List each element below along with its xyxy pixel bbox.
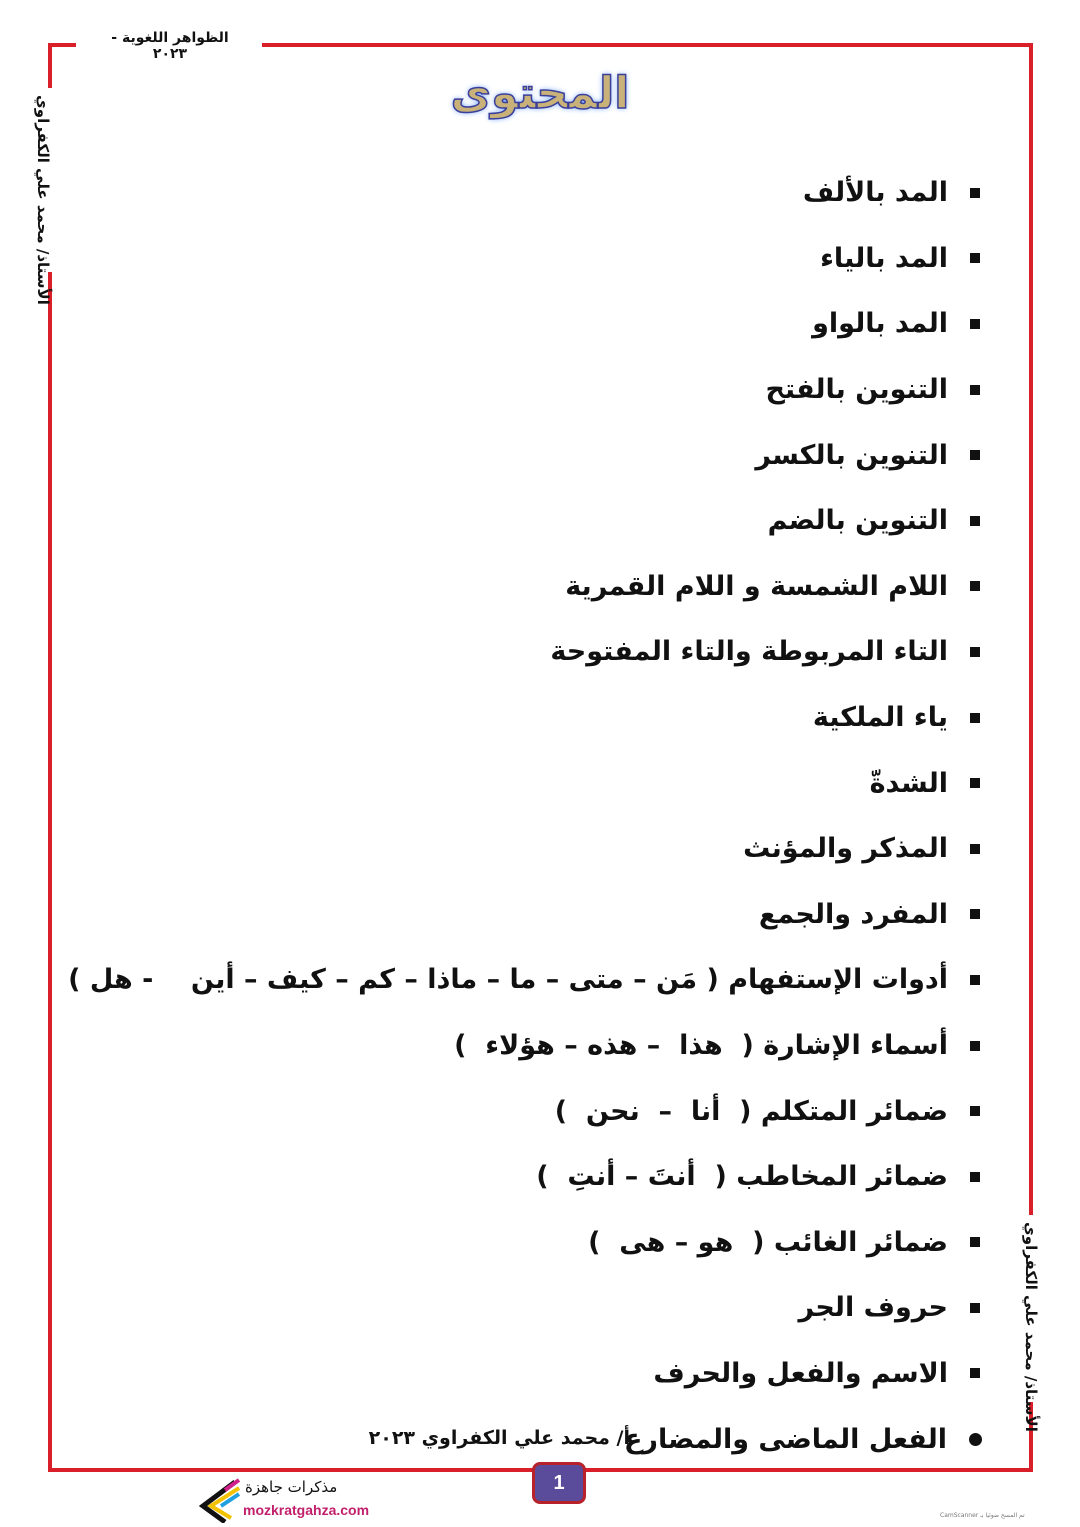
- square-bullet-icon: [970, 713, 980, 723]
- list-item: [68, 685, 980, 751]
- list-item-label: التنوين بالضم: [767, 505, 948, 537]
- square-bullet-icon: [970, 1041, 980, 1051]
- list-item: [68, 1144, 980, 1210]
- logo-url: mozkratgahza.com: [243, 1502, 370, 1518]
- list-item: [68, 160, 980, 226]
- square-bullet-icon: [970, 844, 980, 854]
- list-item: [68, 226, 980, 292]
- list-item: [68, 422, 980, 488]
- side-label-right: الأستاذ/ محمد علي الكفراوي: [1022, 1222, 1040, 1432]
- list-item-label: الشدةّ: [869, 767, 948, 799]
- footer-author: أ/ محمد علي الكفراوي ٢٠٢٣: [368, 1427, 630, 1449]
- list-item-label: الاسم والفعل والحرف: [653, 1357, 948, 1389]
- page-number-badge: 1: [532, 1462, 586, 1504]
- list-item-label: التنوين بالفتح: [765, 374, 948, 406]
- list-item: [68, 816, 980, 882]
- scanner-watermark: CamScanner تم المسح ضوئيا بـ: [940, 1512, 1025, 1519]
- list-item-label: حروف الجر: [798, 1292, 948, 1324]
- list-item: [68, 619, 980, 685]
- border-right-top: [1029, 43, 1033, 1215]
- list-item: [68, 947, 980, 1013]
- logo-arabic-text: مذكرات جاهزة: [245, 1478, 338, 1496]
- list-item-label: الفعل الماضى والمضارع: [623, 1423, 947, 1455]
- square-bullet-icon: [970, 581, 980, 591]
- site-logo: [195, 1478, 385, 1523]
- list-item-label: المفرد والجمع: [758, 898, 948, 930]
- list-item: [68, 1341, 980, 1407]
- list-item: [68, 882, 980, 948]
- square-bullet-icon: [970, 778, 980, 788]
- square-bullet-icon: [970, 188, 980, 198]
- list-item: [68, 1078, 980, 1144]
- border-top-right: [262, 43, 1033, 47]
- list-item-label: اللام الشمسة و اللام القمرية: [565, 570, 948, 602]
- square-bullet-icon: [970, 1237, 980, 1247]
- square-bullet-icon: [970, 450, 980, 460]
- list-item-label: ياء الملكية: [812, 702, 948, 734]
- list-item: [68, 554, 980, 620]
- list-item-label: المد بالواو: [812, 308, 948, 340]
- square-bullet-icon: [970, 909, 980, 919]
- square-bullet-icon: [970, 319, 980, 329]
- side-label-left: الأستاذ/ محمد علي الكفراوي: [34, 95, 52, 305]
- list-item-label: ضمائر المخاطب ( أنتَ – أنتِ ): [536, 1161, 948, 1193]
- square-bullet-icon: [970, 1368, 980, 1378]
- list-item-label: ضمائر الغائب ( هو – هى ): [588, 1226, 948, 1258]
- list-item-label: المد بالياء: [820, 242, 948, 274]
- border-top-left: [48, 43, 76, 47]
- square-bullet-icon: [970, 516, 980, 526]
- list-item: [68, 357, 980, 423]
- logo-icon: [195, 1478, 240, 1523]
- page-title: المحتوى: [450, 68, 630, 119]
- square-bullet-icon: [970, 1303, 980, 1313]
- square-bullet-icon: [970, 1172, 980, 1182]
- list-item: [68, 291, 980, 357]
- list-item-label: التنوين بالكسر: [755, 439, 948, 471]
- square-bullet-icon: [970, 253, 980, 263]
- list-item-label: التاء المربوطة والتاء المفتوحة: [550, 636, 948, 668]
- square-bullet-icon: [970, 1106, 980, 1116]
- list-item-label: أسماء الإشارة ( هذا – هذه – هؤلاء ): [454, 1030, 948, 1062]
- contents-list: [68, 160, 980, 1472]
- list-item-label: أدوات الإستفهام ( مَن – متى – ما – ماذا – كم – كيف – أين - هل ): [68, 964, 948, 996]
- list-item-label: المذكر والمؤنث: [743, 833, 948, 865]
- list-item: [68, 1013, 980, 1079]
- square-bullet-icon: [970, 975, 980, 985]
- header-title: الظواهر اللغوية - ٢٠٢٣: [111, 30, 229, 62]
- square-bullet-icon: [970, 385, 980, 395]
- square-bullet-icon: [970, 647, 980, 657]
- list-item-label: المد بالألف: [802, 177, 948, 209]
- list-item-label: ضمائر المتكلم ( أنا – نحن ): [554, 1095, 948, 1127]
- border-left-top: [48, 43, 52, 88]
- list-item: [68, 750, 980, 816]
- round-bullet-icon: [969, 1433, 982, 1446]
- list-item: [68, 1275, 980, 1341]
- list-item: [68, 488, 980, 554]
- border-left-bottom: [48, 272, 52, 1472]
- list-item: [68, 1210, 980, 1276]
